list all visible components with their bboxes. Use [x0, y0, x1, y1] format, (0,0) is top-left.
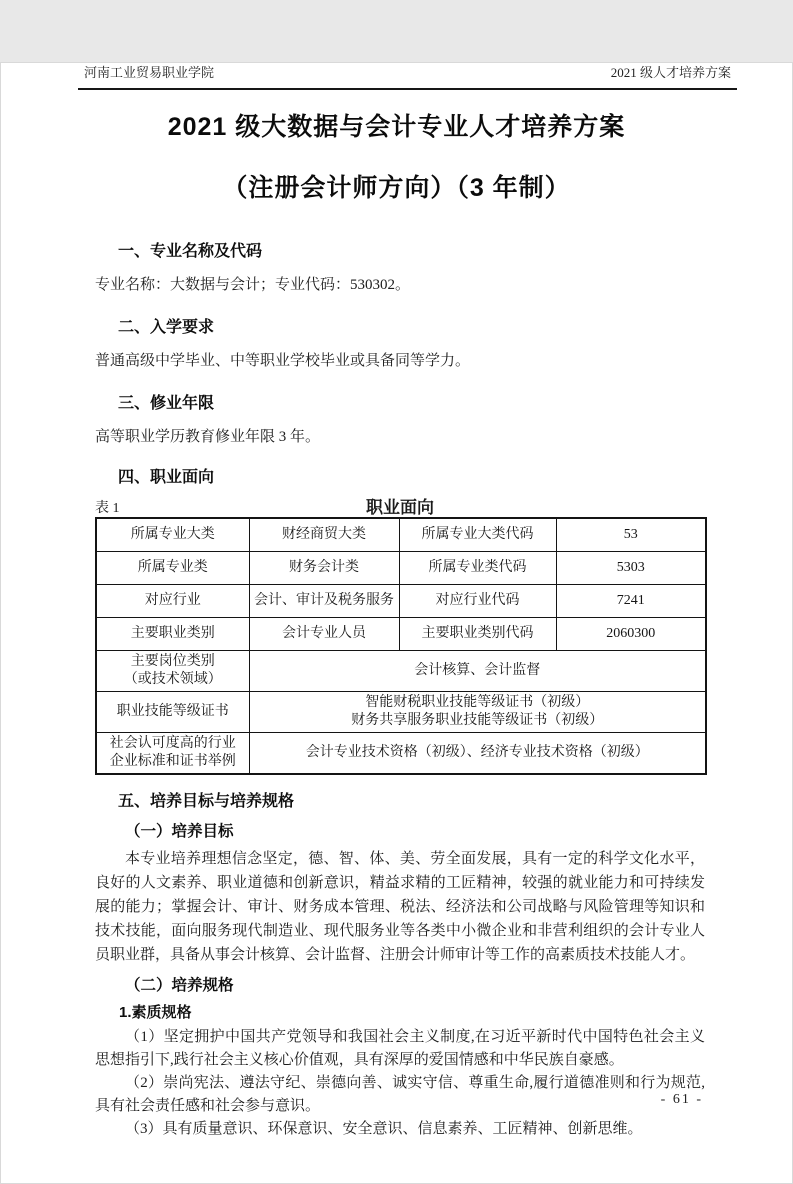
table-row [96, 691, 706, 732]
major-name-code-text: 专业名称：大数据与会计；专业代码：530302。 [95, 277, 411, 293]
cell-occupation-type-code-label: 主要职业类别代码 [399, 617, 556, 650]
document-title-line2: （注册会计师方向）（3 年制） [222, 174, 571, 202]
cell-standard-certificate-label [96, 732, 249, 774]
career-orientation-table [95, 517, 707, 775]
standard-certificate-label-line1: 社会认可度高的行业 [109, 735, 236, 751]
post-type-label-line2: （或技术领域） [123, 671, 222, 687]
cell-post-type-label [96, 650, 249, 691]
document-body [95, 238, 705, 1141]
cell-major-category-code-label: 所属专业大类代码 [399, 518, 556, 551]
cell-skill-certificate-label: 职业技能等级证书 [96, 691, 249, 732]
table-row [96, 584, 706, 617]
skill-certificate-line2: 财务共享服务职业技能等级证书（初级） [351, 712, 604, 728]
quality-spec-item-3: （3）具有质量意识、环保意识、安全意识、信息素养、工匠精神、创新思维。 [125, 1120, 643, 1137]
sub-heading-training-objective: （一）培养目标 [125, 822, 234, 840]
section-heading-training-goals: 五、培养目标与培养规格 [118, 792, 295, 810]
header-document-type: 2021 级人才培养方案 [610, 65, 731, 80]
cell-industry-code-label: 对应行业代码 [399, 584, 556, 617]
post-type-label-line1: 主要岗位类别 [130, 653, 215, 669]
table-number-label: 表 1 [95, 501, 120, 516]
cell-occupation-type-value: 会计专业人员 [249, 617, 399, 650]
cell-skill-certificate-value [249, 691, 706, 732]
page-number: - 61 - [660, 1092, 703, 1107]
cell-major-class-label: 所属专业类 [96, 551, 249, 584]
header-school-name: 河南工业贸易职业学院 [84, 65, 215, 80]
cell-industry-label: 对应行业 [96, 584, 249, 617]
cell-major-class-code-value: 5303 [556, 551, 706, 584]
quality-spec-item-1: （1）坚定拥护中国共产党领导和我国社会主义制度,在习近平新时代中国特色社会主义思想指引下,践行社会主义核心价值观，具有深厚的爱国情感和中华民族自豪感。 [95, 1028, 705, 1068]
section-heading-major-name-code: 一、专业名称及代码 [118, 243, 263, 260]
sub-heading-training-specs: （二）培养规格 [125, 976, 234, 994]
table-row [96, 551, 706, 584]
study-duration-text: 高等职业学历教育修业年限 3 年。 [95, 429, 321, 445]
cell-industry-value: 会计、审计及税务服务 [249, 584, 399, 617]
cell-major-class-value: 财务会计类 [249, 551, 399, 584]
quality-specs-heading: 1.素质规格 [119, 1003, 192, 1021]
document-page [0, 62, 793, 1184]
cell-standard-certificate-value: 会计专业技术资格（初级）、经济专业技术资格（初级） [249, 732, 706, 774]
cell-occupation-type-label: 主要职业类别 [96, 617, 249, 650]
table-caption-row [95, 493, 705, 517]
section-heading-career-orientation: 四、职业面向 [118, 469, 215, 486]
section-heading-study-duration: 三、修业年限 [118, 395, 215, 412]
table-title: 职业面向 [366, 498, 434, 517]
cell-major-category-label: 所属专业大类 [96, 518, 249, 551]
standard-certificate-label-line2: 企业标准和证书举例 [109, 753, 236, 769]
training-objective-paragraph: 本专业培养理想信念坚定，德、智、体、美、劳全面发展，具有一定的科学文化水平，良好的人文素养、职业道德和创新意识，精益求精的工匠精神，较强的就业能力和可持续发展的能力；掌握会计、审计、财务成本管理、税法、经济法和公司战略与风险管理等知识和技术技能，面向服务现代制造业、现代服务业等各类中小微企业和非营利组织的会计专业人员职业群，具备从事会计核算、会计监督、注册会计师审计等工作的高素质技术技能人才。 [95, 850, 705, 963]
cell-major-class-code-label: 所属专业类代码 [399, 551, 556, 584]
table-row [96, 617, 706, 650]
cell-post-type-value: 会计核算、会计监督 [249, 650, 706, 691]
cell-major-category-value: 财经商贸大类 [249, 518, 399, 551]
document-title-line1: 2021 级大数据与会计专业人才培养方案 [167, 113, 626, 141]
skill-certificate-line1: 智能财税职业技能等级证书（初级） [365, 694, 590, 710]
quality-spec-item-2: （2）崇尚宪法、遵法守纪、崇德向善、诚实守信、尊重生命,履行道德准则和行为规范,具有社会责任感和社会参与意识。 [95, 1074, 705, 1114]
cell-occupation-type-code-value: 2060300 [556, 617, 706, 650]
table-row [96, 732, 706, 774]
cell-industry-code-value: 7241 [556, 584, 706, 617]
section-heading-entry-requirements: 二、入学要求 [118, 319, 215, 336]
page-header [78, 62, 737, 90]
table-row [96, 518, 706, 551]
table-row [96, 650, 706, 691]
cell-major-category-code-value: 53 [556, 518, 706, 551]
entry-requirements-text: 普通高级中学毕业、中等职业学校毕业或具备同等学力。 [95, 353, 471, 369]
